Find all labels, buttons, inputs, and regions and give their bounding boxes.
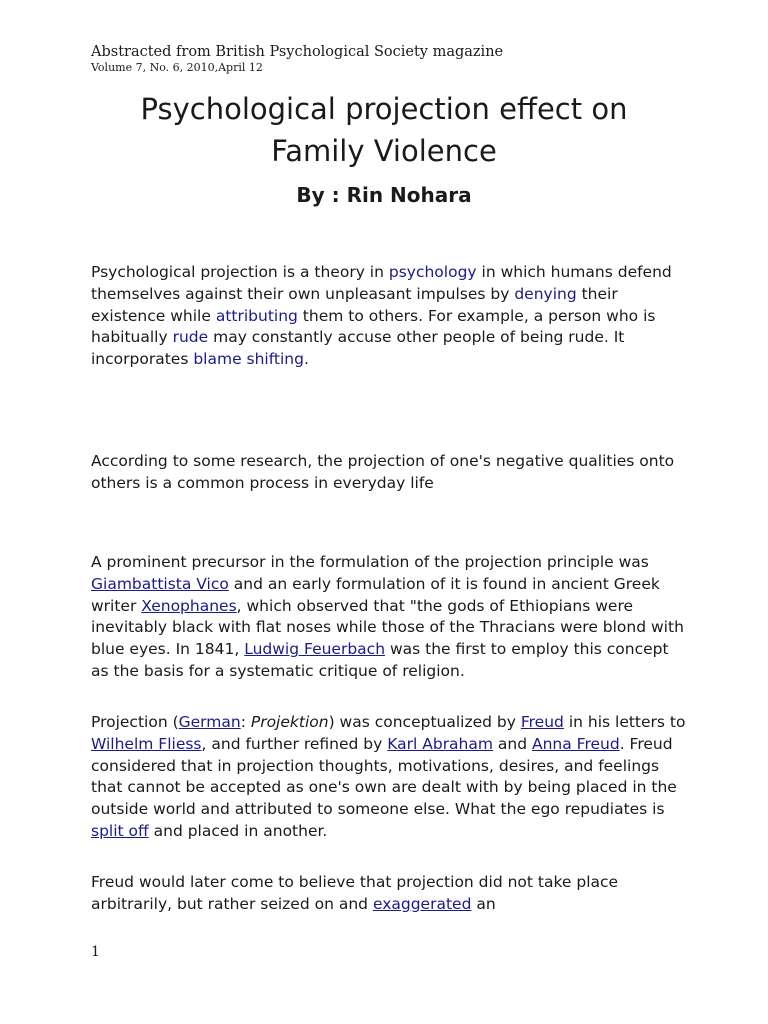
text-run: A prominent precursor in the formulation of the projection principle was xyxy=(91,553,649,571)
link-rude[interactable]: rude xyxy=(172,328,209,347)
link-exaggerated[interactable]: exaggerated xyxy=(372,894,472,913)
text-run: : xyxy=(240,713,251,731)
link-denying[interactable]: denying xyxy=(514,284,577,303)
link-xenophanes[interactable]: Xenophanes xyxy=(141,596,237,615)
paragraph-freud-later xyxy=(91,872,691,916)
page-number: 1 xyxy=(91,944,100,960)
source-citation xyxy=(91,45,503,73)
text-run: their existence while xyxy=(91,284,618,325)
text-run: in his letters to xyxy=(563,713,686,731)
text-run: ) was conceptualized by xyxy=(328,713,521,731)
text-run: an xyxy=(471,894,496,913)
text-run: Psychological projection is a theory in xyxy=(91,263,389,281)
link-giambattista-vico[interactable]: Giambattista Vico xyxy=(91,574,229,593)
paragraph-definition xyxy=(91,262,691,371)
paragraph-research: According to some research, the projection of one's negative qualities onto others is a common process in everyday life xyxy=(91,452,675,492)
source-magazine: Abstracted from British Psychological Society magazine xyxy=(91,44,504,60)
paragraph-precursor xyxy=(91,552,691,683)
text-run: . Freud considered that in projection thoughts, motivations, desires, and feelings that cannot be accepted as one's own are dealt with by being placed in the outside world and attributed to someone else. What the ego repudiates is xyxy=(91,734,677,819)
source-volume: Volume 7, No. 6, 2010,April 12 xyxy=(91,60,263,74)
text-run: was the first to employ this concept as the basis for a systematic critique of religion. xyxy=(91,640,669,680)
text-run: Projection ( xyxy=(91,713,179,731)
italic-term: Projektion xyxy=(250,713,329,731)
link-attributing[interactable]: attributing xyxy=(215,306,298,325)
link-anna-freud[interactable]: Anna Freud xyxy=(532,734,620,753)
text-run: and placed in another. xyxy=(148,821,328,840)
paragraph-freud-projection xyxy=(91,712,691,843)
link-karl-abraham[interactable]: Karl Abraham xyxy=(387,734,493,753)
link-ludwig-feuerbach[interactable]: Ludwig Feuerbach xyxy=(244,640,386,659)
link-freud[interactable]: Freud xyxy=(520,713,564,731)
author-byline: By : Rin Nohara xyxy=(296,183,472,207)
text-run: and xyxy=(492,734,532,753)
text-run: may constantly accuse other people of being rude. It incorporates xyxy=(91,328,625,369)
text-run: Freud would later come to believe that projection did not take place arbitrarily, but rather seized on and xyxy=(91,873,619,913)
link-psychology[interactable]: psychology xyxy=(388,263,477,281)
text-run: . xyxy=(303,350,309,369)
text-run: in which humans defend themselves against their own unpleasant impulses by xyxy=(91,263,672,303)
link-wilhelm-fliess[interactable]: Wilhelm Fliess xyxy=(91,734,202,753)
link-blame-shifting[interactable]: blame shifting xyxy=(193,350,304,369)
text-run: them to others. For example, a person who is habitually xyxy=(91,306,656,347)
text-run: and an early formulation of it is found in ancient Greek writer xyxy=(91,574,660,615)
title-line-2: Family Violence xyxy=(271,134,497,168)
link-split-off[interactable]: split off xyxy=(91,821,149,840)
text-run: , which observed that "the gods of Ethiopians were inevitably black with flat noses while those of the Thracians were blond with blue eyes. In 1841, xyxy=(91,596,684,659)
link-german[interactable]: German xyxy=(178,713,241,731)
document-title xyxy=(60,88,708,172)
title-line-1: Psychological projection effect on xyxy=(140,92,628,126)
text-run: , and further refined by xyxy=(201,734,388,753)
